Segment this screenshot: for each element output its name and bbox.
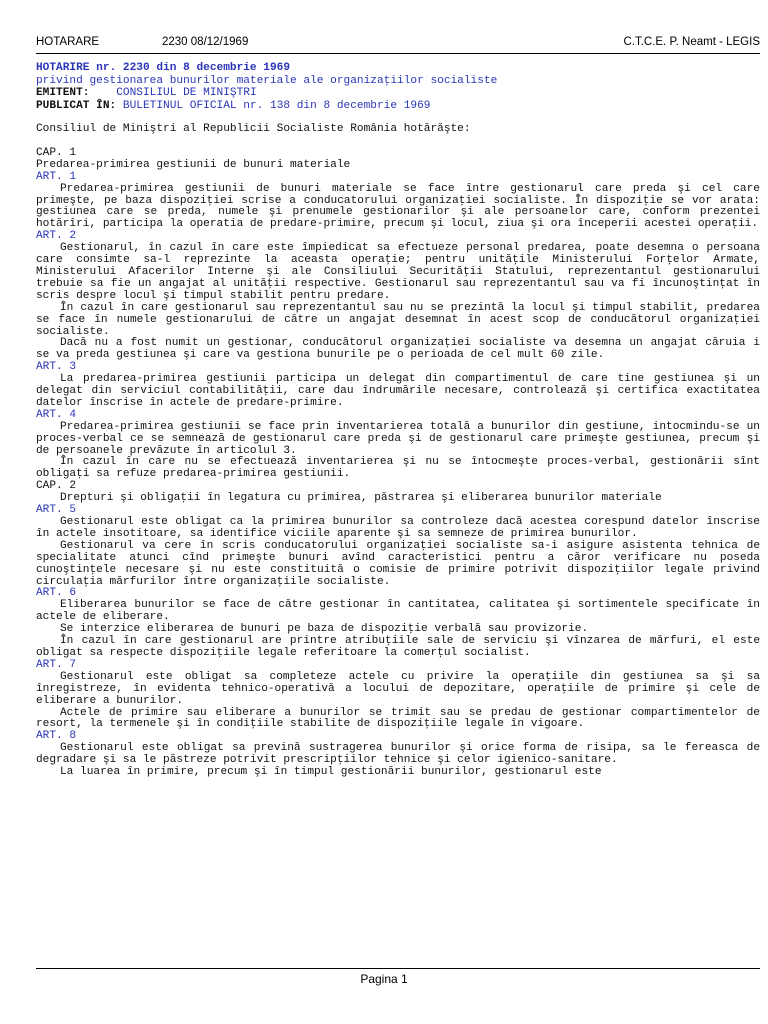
document-subtitle: privind gestionarea bunurilor materiale ale organizaţiilor socialiste xyxy=(36,74,498,87)
header-source: C.T.C.E. P. Neamt - LEGIS xyxy=(623,36,760,48)
publicat-value: BULETINUL OFICIAL nr. 138 din 8 decembrie 1969 xyxy=(122,99,431,112)
publicat-line xyxy=(36,100,760,113)
article-2-paragraph-2: În cazul în care gestionarul sau reprezentantul sau nu se prezintă la locul şi timpul stabilit, predarea se face în numele gestionarului de către un angajat desemnat în acest scop de conducătorul organizaţiei socialiste. xyxy=(36,301,760,338)
article-8-paragraph-1: Gestionarul este obligat sa prevină sustragerea bunurilor şi orice forma de risipa, sa le fereasca de degradare şi sa le păstreze potrivit prescripţiilor tehnice şi celor igienico-sanitare. xyxy=(36,742,760,767)
intro-text: Consiliul de Miniştri al Republicii Socialiste România hotărăşte: xyxy=(36,123,471,135)
article-4-label: ART. 4 xyxy=(36,408,77,421)
article-5-paragraph-1: Gestionarul este obligat ca la primirea bunurilor sa controleze dacă acestea corespund datelor înscrise în actele insotitoare, sa identifice viciile aparente şi sa semneze de primirea bunurilor. xyxy=(36,516,760,540)
article-1-label: ART. 1 xyxy=(36,170,77,183)
document-title-line xyxy=(36,62,760,75)
page-header xyxy=(36,36,760,50)
article-2-paragraph-3: Dacă nu a fost numit un gestionar, conducătorul organizaţiei socialiste va desemna un angajat căruia i se va preda gestiunea şi care va gestiona bunurile pe o perioada de cel mult 60 zile. xyxy=(36,337,760,362)
emitent-label: EMITENT: xyxy=(36,87,90,99)
article-5-paragraph-2: Gestionarul va cere în scris conducatorului organizaţiei socialiste sa-i asigure asistenta tehnica de specialitate atunci cînd primeşte bunuri avînd caracteristici pentru a căror verificare nu poseda cunoştinţele necesare şi nu este constituită o comisie de primire potrivit dispoziţiilor legale privind circulaţia mărfurilor între organizaţiile socialiste. xyxy=(36,539,760,588)
publicat-label: PUBLICAT ÎN: xyxy=(36,99,117,112)
document-title: HOTĂRÎRE nr. 2230 din 8 decembrie 1969 xyxy=(36,62,291,74)
document-body xyxy=(36,62,760,960)
article-7-paragraph-1: Gestionarul este obligat sa completeze actele cu privire la operaţiile din gestiunea sa şi sa înregistreze, în evidenta tehnico-operativă a locului de depozitare, operaţiile de primire şi cele de eliberare a bunurilor. xyxy=(36,670,760,707)
header-doc-type: HOTARARE xyxy=(36,36,100,48)
article-3-label: ART. 3 xyxy=(36,361,77,374)
chapter-1-label: CAP. 1 xyxy=(36,146,77,159)
article-8-label: ART. 8 xyxy=(36,730,77,743)
emitent-line xyxy=(36,87,760,100)
chapter-2-title: Drepturi şi obligaţii în legatura cu primirea, păstrarea şi eliberarea bunurilor materiale xyxy=(60,492,662,505)
article-2-paragraph-1: Gestionarul, în cazul în care este împiedicat sa efectueze personal predarea, poate desemna o persoana care consimte sa-l reprezinte la aceasta operaţie; pentru unităţile Ministerului Forţelor Armate, Ministerului Afacerilor Interne şi ale Consiliului Securităţii Statului, reprezentantul gestionarului trebuie sa fie un angajat al unităţii respective. Gestionarul sau reprezentantul sau va fi încunoştinţat în scris despre locul şi timpul stabilit pentru predare. xyxy=(36,242,760,302)
article-5-label: ART. 5 xyxy=(36,504,77,517)
article-6-paragraph-3: În cazul în care gestionarul are printre atribuţiile sale de serviciu şi vînzarea de mărfuri, el este obligat sa respecte dispoziţiile legale referitoare la comerţul socialist. xyxy=(36,635,760,659)
header-doc-ref: 2230 08/12/1969 xyxy=(162,36,249,48)
chapter-2-label: CAP. 2 xyxy=(36,480,77,493)
page-number: Pagina 1 xyxy=(360,972,408,986)
emitent-value: CONSILIUL DE MINIŞTRI xyxy=(116,87,257,99)
article-2-label: ART. 2 xyxy=(36,230,77,243)
footer-divider xyxy=(36,968,760,969)
article-4-paragraph-2: În cazul în care nu se efectuează inventarierea şi nu se întocmeşte proces-verbal, gestionării sînt obligaţi sa refuze predarea-primirea gestiunii. xyxy=(36,456,760,481)
article-4-paragraph-1: Predarea-primirea gestiunii se face prin inventarierea totală a bunurilor din gestiune, intocmindu-se un proces-verbal ce se semnează de gestionarul care preda şi de gestionarul care primeşte gestiunea, precum şi de persoanele prevăzute în articolul 3. xyxy=(36,420,760,457)
document-meta xyxy=(36,62,760,112)
article-6-paragraph-2: Se interzice eliberarea de bunuri pe baza de dispoziţie verbală sau provizorie. xyxy=(60,623,589,636)
article-1-paragraph: Predarea-primirea gestiunii de bunuri materiale se face între gestionarul care preda şi cel care primeşte, pe baza dispoziţiei scrise a conducatorului organizaţiei socialiste. În dispoziţie se vor arata: gestiunea care se preda, numele şi prenumele gestionarilor şi ale persoanelor care, conform prezentei hotărîri, participa la operatia de predare-primire, precum şi locul, ziua şi ora începerii acestei operaţii. xyxy=(36,182,760,231)
article-6-paragraph-1: Eliberarea bunurilor se face de către gestionar în cantitatea, calitatea şi sortimentele specificate în actele de eliberare. xyxy=(36,599,760,624)
chapter-1-title: Predarea-primirea gestiunii de bunuri materiale xyxy=(36,158,351,171)
header-divider xyxy=(36,53,760,54)
article-8-paragraph-2: La luarea în primire, precum şi în timpul gestionării bunurilor, gestionarul este xyxy=(60,766,602,779)
article-7-label: ART. 7 xyxy=(36,658,77,671)
article-6-label: ART. 6 xyxy=(36,587,77,600)
article-3-paragraph: La predarea-primirea gestiunii participa un delegat din compartimentul de care tine gestiunea şi un delegat din serviciul contabilităţii, care dau îndrumările necesare, controlează şi certifica exactitatea datelor înscrise în actele de predare-primire. xyxy=(36,373,760,409)
article-7-paragraph-2: Actele de primire sau eliberare a bunurilor se trimit sau se predau de gestionar compartimentelor de resort, la termenele şi în condiţiile stabilite de dispoziţiile legale în vigoare. xyxy=(36,706,760,731)
